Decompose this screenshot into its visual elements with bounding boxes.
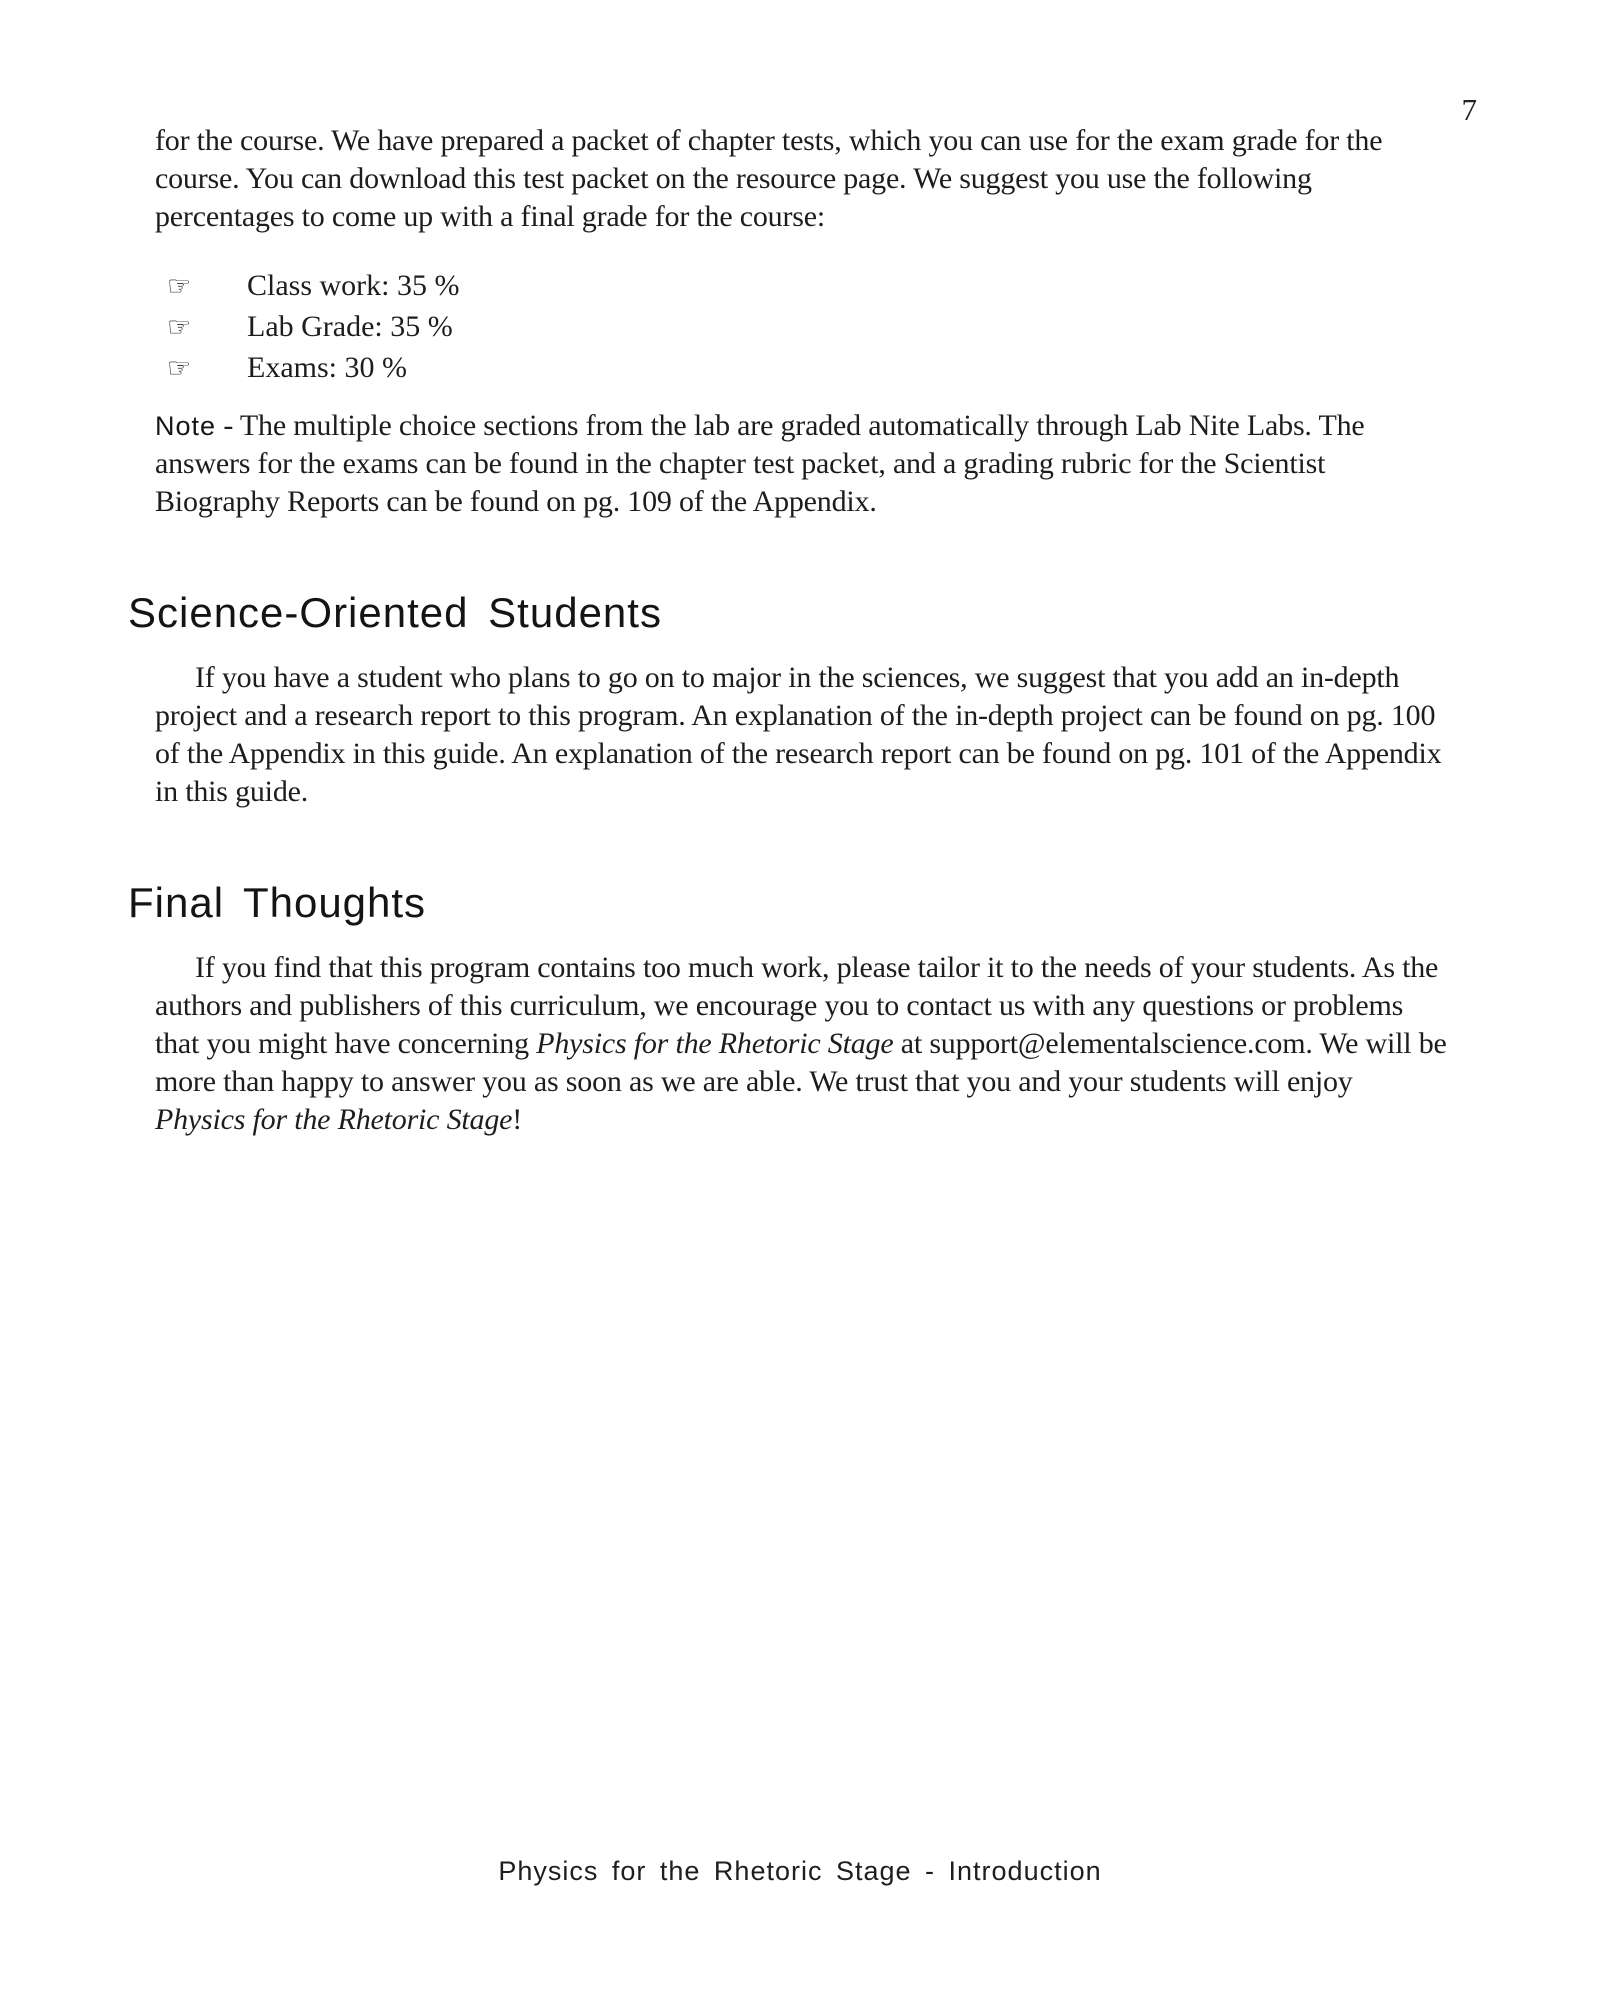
final-thoughts-run: ! [512,1103,523,1136]
list-item-label: Class work: 35 % [247,269,460,302]
note-text: - The multiple choice sections from the lab are graded automatically through Lab Nite Labs. The answers for the exams can be found in the chapter test packet, and a grading rubric for the Scientist Biography Reports can be found on pg. 109 of the Appendix. [155,409,1365,518]
list-item-exams [155,348,1447,389]
note-label: Note [155,411,217,441]
heading-final-thoughts: Final Thoughts [128,879,427,926]
grading-intro-paragraph: for the course. We have prepared a packet of chapter tests, which you can use for the exam grade for the course. You can download this test packet on the resource page. We suggest you use the following percentages to come up with a final grade for the course: [155,124,1383,233]
note-paragraph [155,407,1447,521]
grading-percentages-list [155,266,1447,389]
final-thoughts-run: If you find that this program contains too much work, please tailor it to the needs of your students. As the authors and publishers of this curriculum, we encourage you to contact us with any questions or problems that you might have concerning [155,951,1439,1060]
final-thoughts-paragraph [155,949,1447,1139]
list-item-lab-grade [155,307,1447,348]
science-oriented-students-paragraph: If you have a student who plans to go on to major in the sciences, we suggest that you add an in-depth project and a research report to this program. An explanation of the in-depth project can be found on pg. 100 of the Appendix in this guide. An explanation of the research report can be found on pg. 101 of the Appendix in this guide. [155,661,1442,808]
list-item-label: Exams: 30 % [247,351,407,384]
pointing-hand-icon: ☞ [167,312,192,343]
page-number: 7 [1461,92,1477,127]
list-item-label: Lab Grade: 35 % [247,310,453,343]
final-thoughts-run: at support@elementalscience.com. We will be more than happy to answer you as soon as we are able. We trust that you and your students will enjoy [155,1027,1447,1098]
page-footer: Physics for the Rhetoric Stage - Introduction [498,1856,1102,1886]
page-content [128,122,1447,1139]
list-item-class-work [155,266,1447,307]
book-title-italic: Physics for the Rhetoric Stage [536,1027,894,1060]
pointing-hand-icon: ☞ [167,271,192,302]
heading-science-oriented-students: Science-Oriented Students [128,589,662,636]
book-title-italic: Physics for the Rhetoric Stage [155,1103,513,1136]
pointing-hand-icon: ☞ [167,353,192,384]
